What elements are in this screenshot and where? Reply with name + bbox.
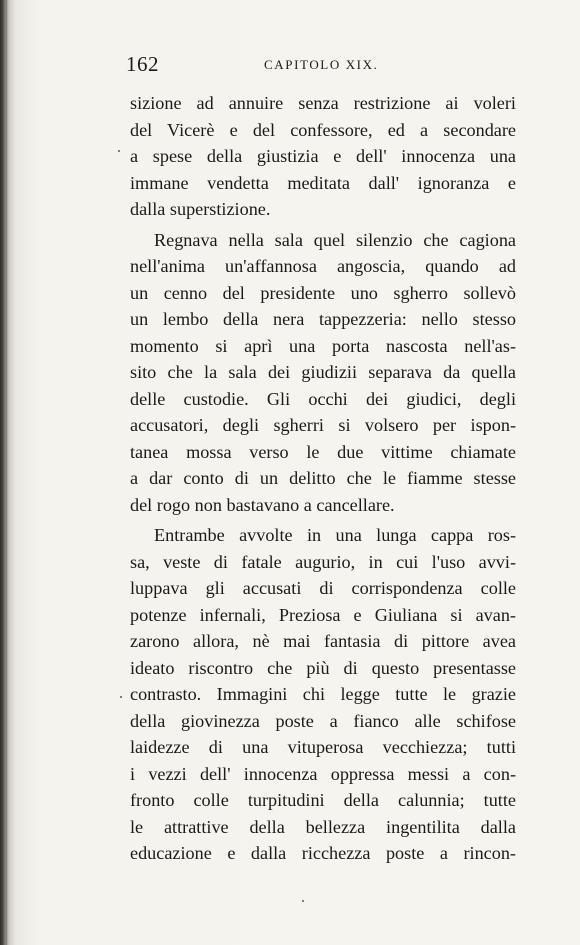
text-line: della giovinezza poste a fianco alle schifose [130, 710, 516, 731]
text-line: Regnava nella sala quel silenzio che cagiona [154, 229, 516, 250]
text-line: sa, veste di fatale augurio, in cui l'uso avvi- [130, 551, 516, 572]
text-line: del rogo non bastavano a cancellare. [130, 494, 395, 515]
paragraph [130, 522, 516, 867]
text-line: del Vicerè e del confessore, ed a secondare [130, 119, 516, 140]
text-line: immane vendetta meditata dall' ignoranza e [130, 172, 516, 193]
text-line: un cenno del presidente uno sgherro sollevò [130, 282, 516, 303]
text-line: sito che la sala dei giudizii separava da quella [130, 362, 516, 382]
text-line: un lembo della nera tappezzeria: nello stesso [130, 309, 516, 329]
print-speck [120, 696, 122, 698]
text-line: Entrambe avvolte in una lunga cappa ros- [154, 525, 516, 545]
text-line: dalla superstizione. [130, 199, 271, 219]
text-line: le attrattive della bellezza ingentilita dalla [130, 816, 516, 837]
text-line: fronto colle turpitudini della calunnia; tutte [130, 790, 516, 810]
print-speck [302, 900, 304, 902]
text-line: a dar conto di un delitto che le fiamme stesse [130, 468, 516, 488]
text-line: zarono allora, nè mai fantasia di pittore avea [130, 631, 516, 651]
text-line: delle custodie. Gli occhi dei giudici, degli [130, 388, 516, 409]
text-line: ideato riscontro che più di questo presentasse [130, 657, 516, 678]
paragraph [130, 90, 516, 223]
print-speck [118, 150, 120, 152]
binding-shadow [6, 0, 7, 945]
page-number: 162 [126, 52, 159, 76]
page-header [126, 52, 521, 76]
text-line: a spese della giustizia e dell' innocenza una [130, 146, 516, 166]
text-line: momento si aprì una porta nascosta nell'as- [130, 335, 516, 356]
running-head: CAPITOLO XIX. [264, 57, 379, 72]
body-text [130, 90, 516, 867]
text-line: potenze infernali, Preziosa e Giuliana si avan- [130, 604, 516, 625]
text-line: contrasto. Immagini chi legge tutte le grazie [130, 684, 516, 704]
text-line: i vezzi dell' innocenza oppressa messi a con- [130, 763, 516, 784]
text-line: nell'anima un'affannosa angoscia, quando ad [130, 256, 516, 276]
binding-shadow [2, 0, 3, 945]
text-line: luppava gli accusati di corrispondenza colle [130, 578, 516, 598]
paragraph [130, 227, 516, 519]
text-line: tanea mossa verso le due vittime chiamate [130, 441, 516, 462]
text-line: accusatori, degli sgherri si volsero per ispon- [130, 415, 516, 435]
text-line: laidezze di una vituperosa vecchiezza; tutti [130, 737, 516, 757]
text-line: educazione e dalla ricchezza poste a rincon- [130, 843, 516, 863]
text-line: sizione ad annuire senza restrizione ai voleri [130, 93, 516, 113]
